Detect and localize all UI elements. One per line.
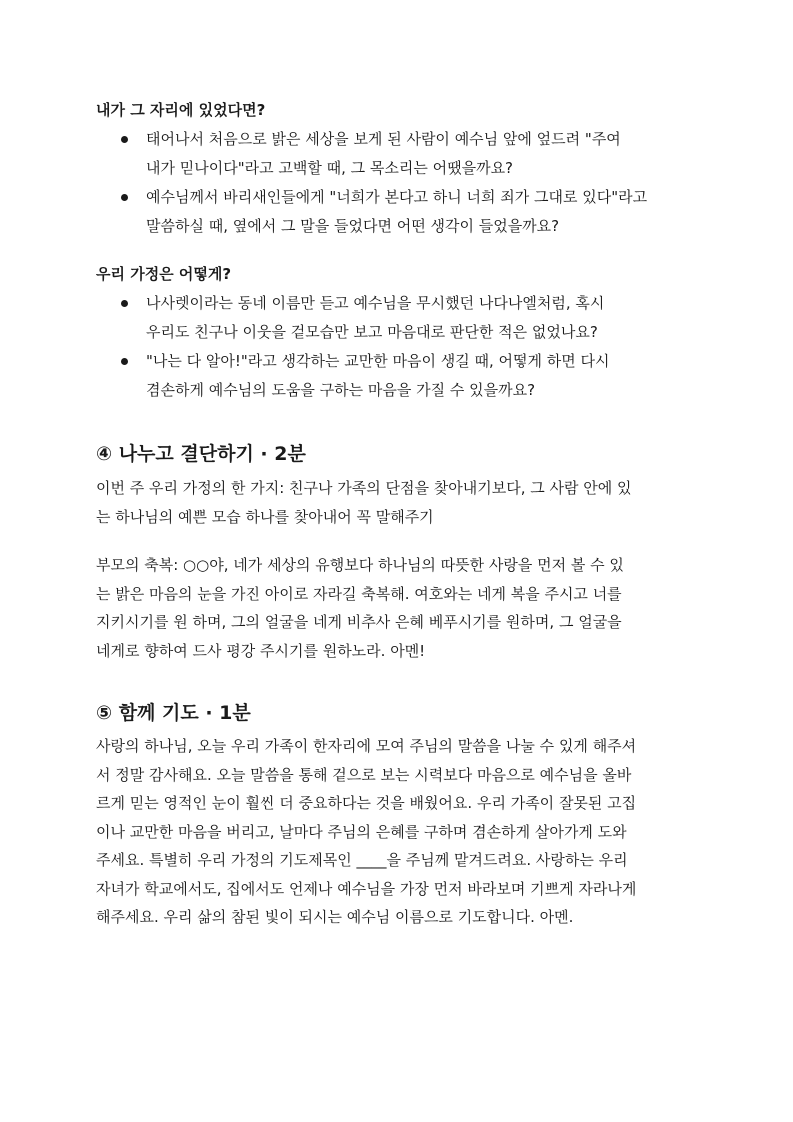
text-line: 태어나서 처음으로 밝은 세상을 보게 된 사람이 예수님 앞에 엎드려 "주여: [146, 130, 621, 148]
text-line: 부모의 축복: ○○야, 네가 세상의 유행보다 하나님의 따뜻한 사랑을 먼저 볼 수 있: [96, 556, 624, 574]
bullet-icon: [121, 194, 128, 201]
text-line: 네게로 향하여 드사 평강 주시기를 원하노라. 아멘!: [96, 641, 426, 660]
list-item: [96, 183, 716, 241]
blessing-paragraph: [96, 551, 706, 665]
list-item: [96, 289, 716, 347]
list-item: [96, 125, 716, 183]
text-line: 는 하나님의 예쁜 모습 하나를 찾아내어 꼭 말해주기: [96, 507, 434, 526]
share-section-heading: ④ 나누고 결단하기 · 2분: [96, 443, 306, 465]
bullet-icon: [121, 300, 128, 307]
text-line: 자녀가 학교에서도, 집에서도 언제나 예수님을 가장 먼저 바라보며 기쁘게 자라나게: [96, 879, 637, 898]
reflection-heading: 내가 그 자리에 있었다면?: [96, 101, 266, 119]
bullet-icon: [121, 358, 128, 365]
text-line: 말씀하실 때, 옆에서 그 말을 들었다면 어떤 생각이 들었을까요?: [146, 217, 560, 235]
text-line: 는 밝은 마음의 눈을 가진 아이로 자라길 축복해. 여호와는 네게 복을 주시고 너를: [96, 584, 622, 603]
text-line: 이나 교만한 마음을 버리고, 날마다 주님의 은혜를 구하며 겸손하게 살아가게 도와: [96, 822, 627, 841]
text-line: 주세요. 특별히 우리 가정의 기도제목인 ____을 주님께 맡겨드려요. 사랑하는 우리: [96, 851, 628, 869]
text-line: 우리도 친구나 이웃을 겉모습만 보고 마음대로 판단한 적은 없었나요?: [146, 323, 598, 341]
reflection-question-list: [96, 125, 716, 241]
text-line: 해주세요. 우리 삶의 참된 빛이 되시는 예수님 이름으로 기도합니다. 아멘.: [96, 908, 574, 926]
text-line: 나사렛이라는 동네 이름만 듣고 예수님을 무시했던 나다나엘처럼, 혹시: [146, 294, 605, 312]
prayer-section-heading: ⑤ 함께 기도 · 1분: [96, 702, 251, 724]
text-line: 예수님께서 바리새인들에게 "너희가 본다고 하니 너희 죄가 그대로 있다"라고: [146, 188, 648, 206]
bullet-icon: [121, 136, 128, 143]
text-line: 르게 믿는 영적인 눈이 훨씬 더 중요하다는 것을 배웠어요. 우리 가족이 잘못된 고집: [96, 794, 637, 812]
prayer-paragraph: [96, 732, 706, 932]
text-line: 사랑의 하나님, 오늘 우리 가족이 한자리에 모여 주님의 말씀을 나눌 수 있게 해주셔: [96, 737, 637, 755]
resolution-paragraph: [96, 474, 706, 531]
family-heading: 우리 가정은 어떻게?: [96, 265, 232, 283]
text-line: 서 정말 감사해요. 오늘 말씀을 통해 겉으로 보는 시력보다 마음으로 예수님을 올바: [96, 765, 632, 784]
text-line: 내가 믿나이다"라고 고백할 때, 그 목소리는 어땠을까요?: [146, 159, 514, 177]
list-item: [96, 347, 716, 405]
text-line: 지키시기를 원 하며, 그의 얼굴을 네게 비추사 은혜 베푸시기를 원하며, 그 얼굴을: [96, 613, 622, 631]
text-line: 겸손하게 예수님의 도움을 구하는 마음을 가질 수 있을까요?: [146, 381, 536, 399]
text-line: 이번 주 우리 가정의 한 가지: 친구나 가족의 단점을 찾아내기보다, 그 사람 안에 있: [96, 479, 632, 497]
family-question-list: [96, 289, 716, 405]
text-line: "나는 다 알아!"라고 생각하는 교만한 마음이 생길 때, 어떻게 하면 다시: [146, 352, 610, 370]
